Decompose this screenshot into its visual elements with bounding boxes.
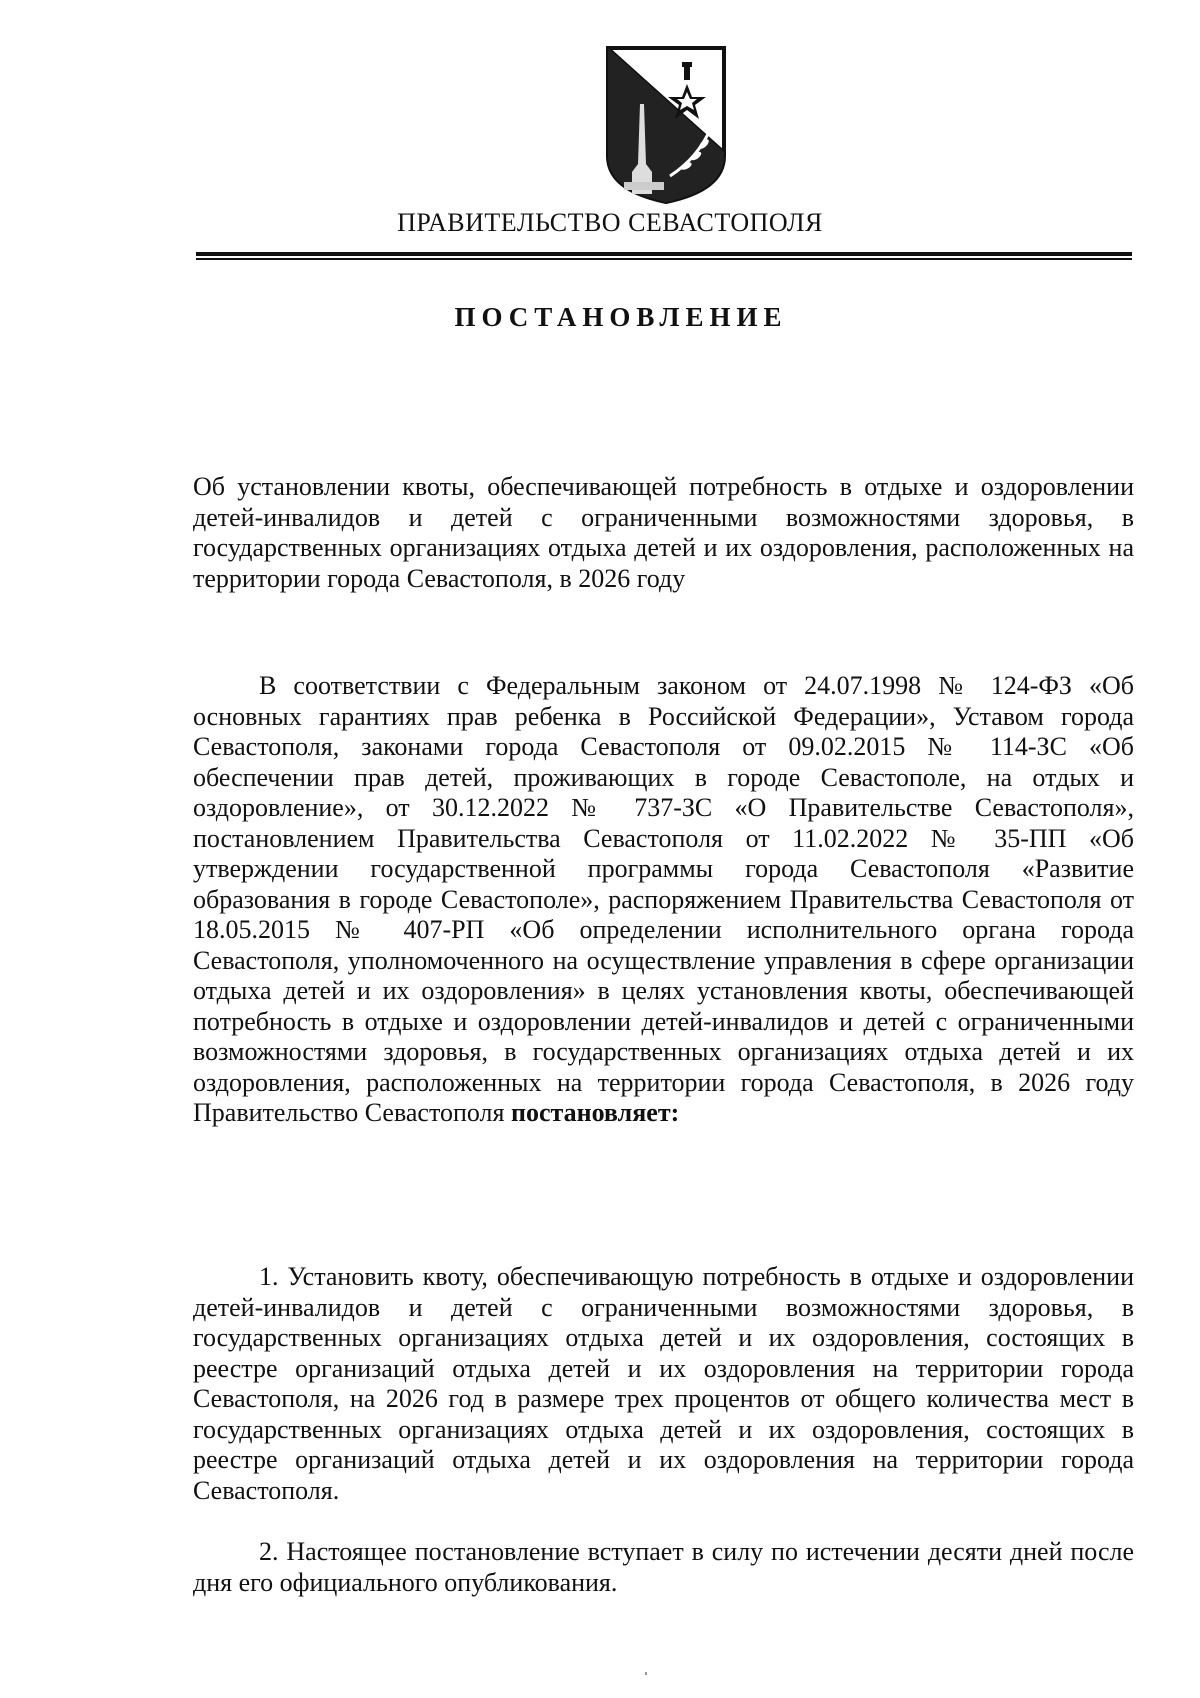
sevastopol-coat-of-arms-icon: [604, 44, 728, 206]
preamble-text: В соответствии с Федеральным законом от 24.07.1998 № 124-ФЗ «Об основных гарантиях прав ребенка в Российской Федерации», Уставом города Севастополя, законами города Севастополя от 09.02.2015 № 114-ЗС «Об обеспечении прав детей, проживающих в городе Севастополе, на отдых и оздоровление», от 30.12.2022 № 737-ЗС «О Правительстве Севастополя», постановлением Правительства Севастополя от 11.02.2022 № 35-ПП «Об утверждении государственной программы города Севастополя «Развитие образования в городе Севастополе», распоряжением Правительства Севастополя от 18.05.2015 № 407-РП «Об определении исполнительного органа города Севастополя, уполномоченного на осуществление управления в сфере организации отдыха детей и их оздоровления» в целях установления квоты, обеспечивающей потребность в отдыхе и оздоровлении детей-инвалидов и детей с ограниченными возможностями здоровья, в государственных организациях отдыха детей и их оздоровления, расположенных на территории города Севастополя, в 2026 году Правительство Севастополя: [193, 671, 1134, 1127]
header-divider-thick: [196, 252, 1132, 256]
resolution-item-1: 1. Установить квоту, обеспечивающую потребность в отдыхе и оздоровлении детей-инвалидов и детей с ограниченными возможностями здоровья, в государственных организациях отдыха детей и их оздоровления, состоящих в реестре организаций отдыха детей и их оздоровления на территории города Севастополя, на 2026 год в размере трех процентов от общего количества мест в государственных организациях отдыха детей и их оздоровления, состоящих в реестре организаций отдыха детей и их оздоровления на территории города Севастополя.: [193, 1262, 1134, 1505]
organization-name: ПРАВИТЕЛЬСТВО СЕВАСТОПОЛЯ: [397, 208, 823, 237]
document-type-heading: ПОСТАНОВЛЕНИЕ: [454, 302, 788, 332]
header-divider-thin: [196, 258, 1132, 260]
preamble-paragraph: [193, 671, 1134, 1129]
preamble-verb: постановляет:: [510, 1098, 680, 1127]
scan-artifact: [645, 1672, 647, 1675]
resolution-item-2: 2. Настоящее постановление вступает в силу по истечении десяти дней после дня его официального опубликования.: [193, 1537, 1134, 1597]
document-title: Об установлении квоты, обеспечивающей потребность в отдыхе и оздоровлении детей-инвалидов и детей с ограниченными возможностями здоровья, в государственных организациях отдыха детей и их оздоровления, расположенных на территории города Севастополя, в 2026 году: [193, 472, 1134, 593]
